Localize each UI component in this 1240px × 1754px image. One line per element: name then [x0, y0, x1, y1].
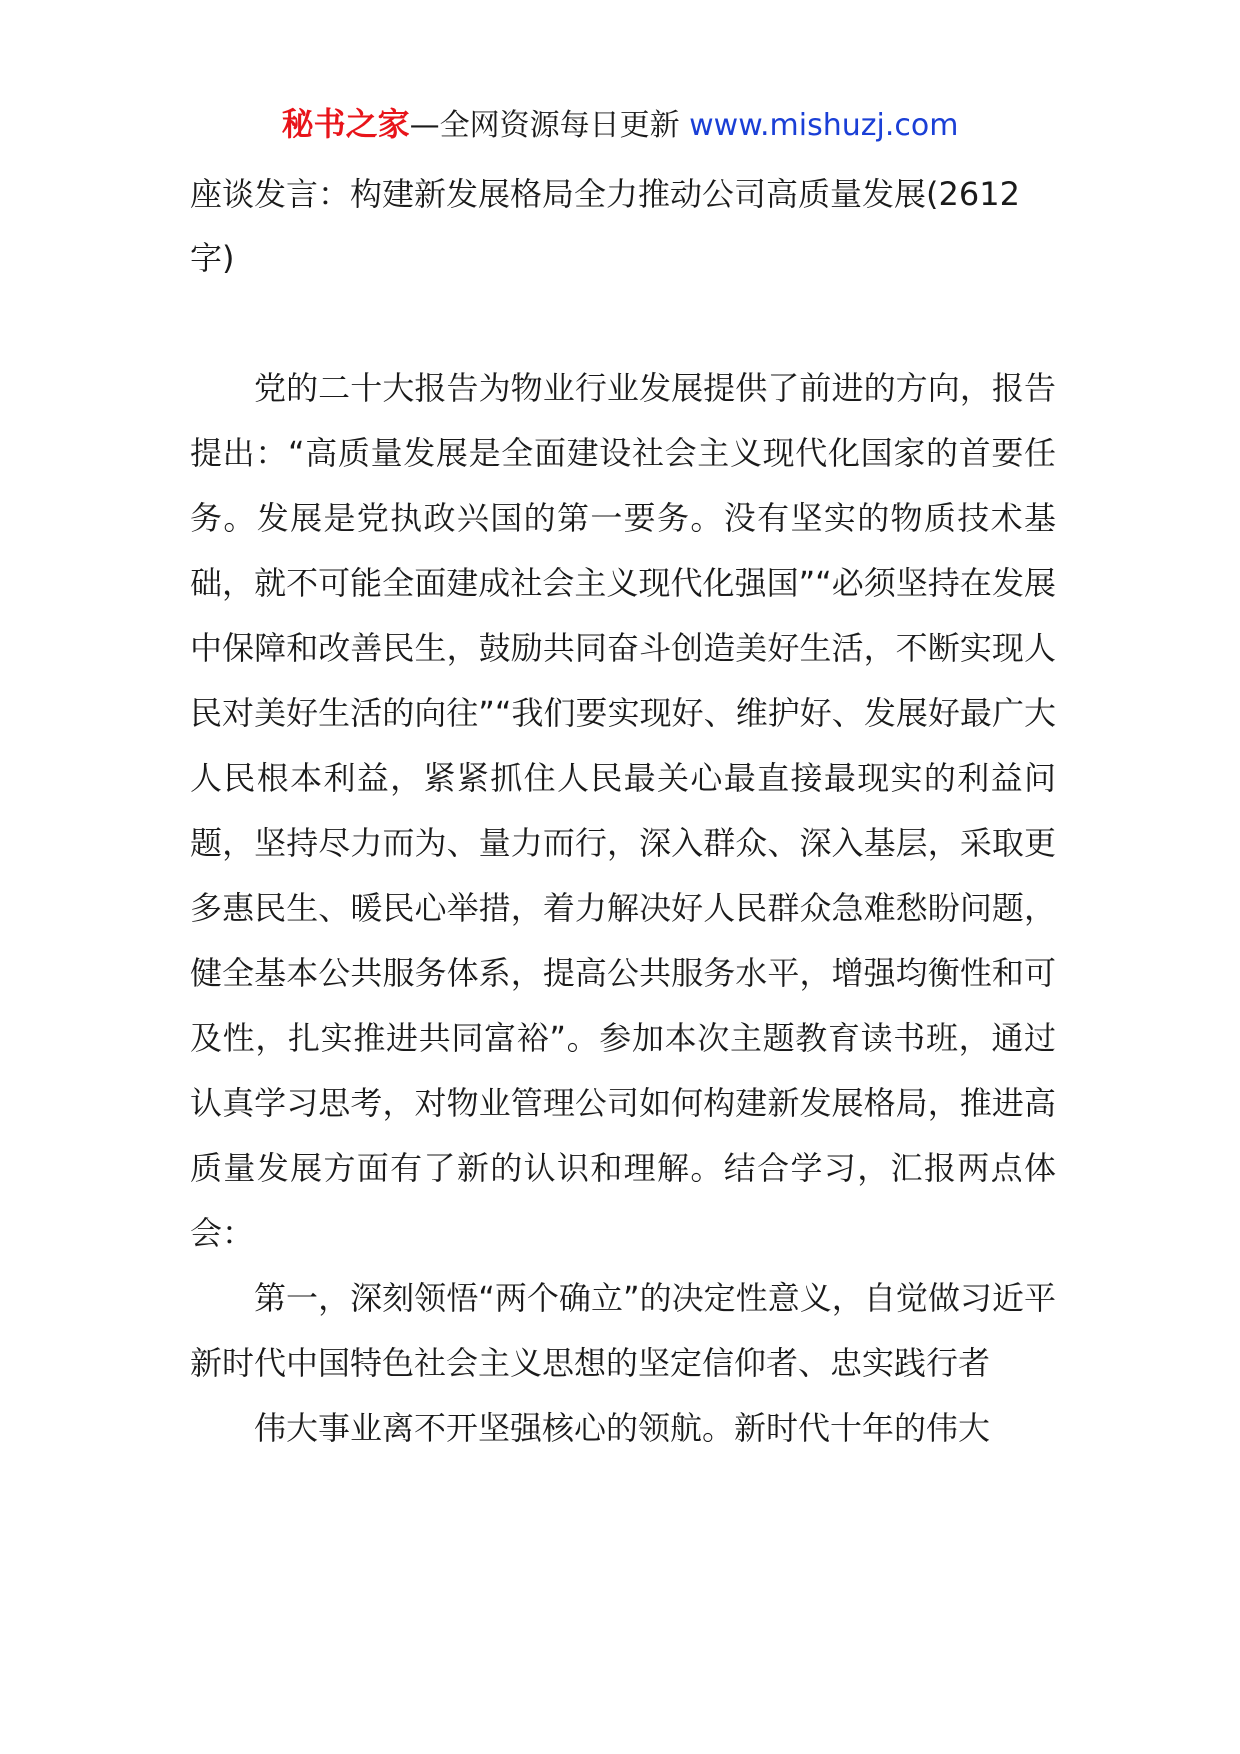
title-spacer — [190, 290, 1056, 356]
section-heading: 第一，深刻领悟“两个确立”的决定性意义，自觉做习近平新时代中国特色社会主义思想的坚定信仰者、忠实践行者 — [190, 1279, 1056, 1382]
body-paragraph: 党的二十大报告为物业行业发展提供了前进的方向，报告提出：“高质量发展是全面建设社会主义现代化国家的首要任务。发展是党执政兴国的第一要务。没有坚实的物质技术基础，就不可能全面建成社会主义现代化强国”“必须坚持在发展中保障和改善民生，鼓励共同奋斗创造美好生活，不断实现人民对美好生活的向往”“我们要实现好、维护好、发展好最广大人民根本利益，紧紧抓住人民最关心最直接最现实的利益问题，坚持尽力而为、量力而行，深入群众、深入基层，采取更多惠民生、暖民心举措，着力解决好人民群众急难愁盼问题，健全基本公共服务体系，提高公共服务水平，增强均衡性和可及性，扎实推进共同富裕”。参加本次主题教育读书班，通过认真学习思考，对物业管理公司如何构建新发展格局，推进高质量发展方面有了新的认识和理解。结合学习，汇报两点体会： — [190, 369, 1056, 1252]
site-watermark-header — [0, 104, 1240, 146]
body-paragraph: 伟大事业离不开坚强核心的领航。新时代十年的伟大 — [254, 1409, 991, 1447]
watermark-tagline: —全网资源每日更新 — [409, 108, 690, 143]
watermark-url-link[interactable]: www.mishuzj.com — [689, 108, 959, 143]
document-body — [190, 162, 1056, 1461]
document-title: 座谈发言：构建新发展格局全力推动公司高质量发展(2612字) — [190, 175, 1020, 277]
watermark-brand: 秘书之家 — [281, 105, 410, 143]
